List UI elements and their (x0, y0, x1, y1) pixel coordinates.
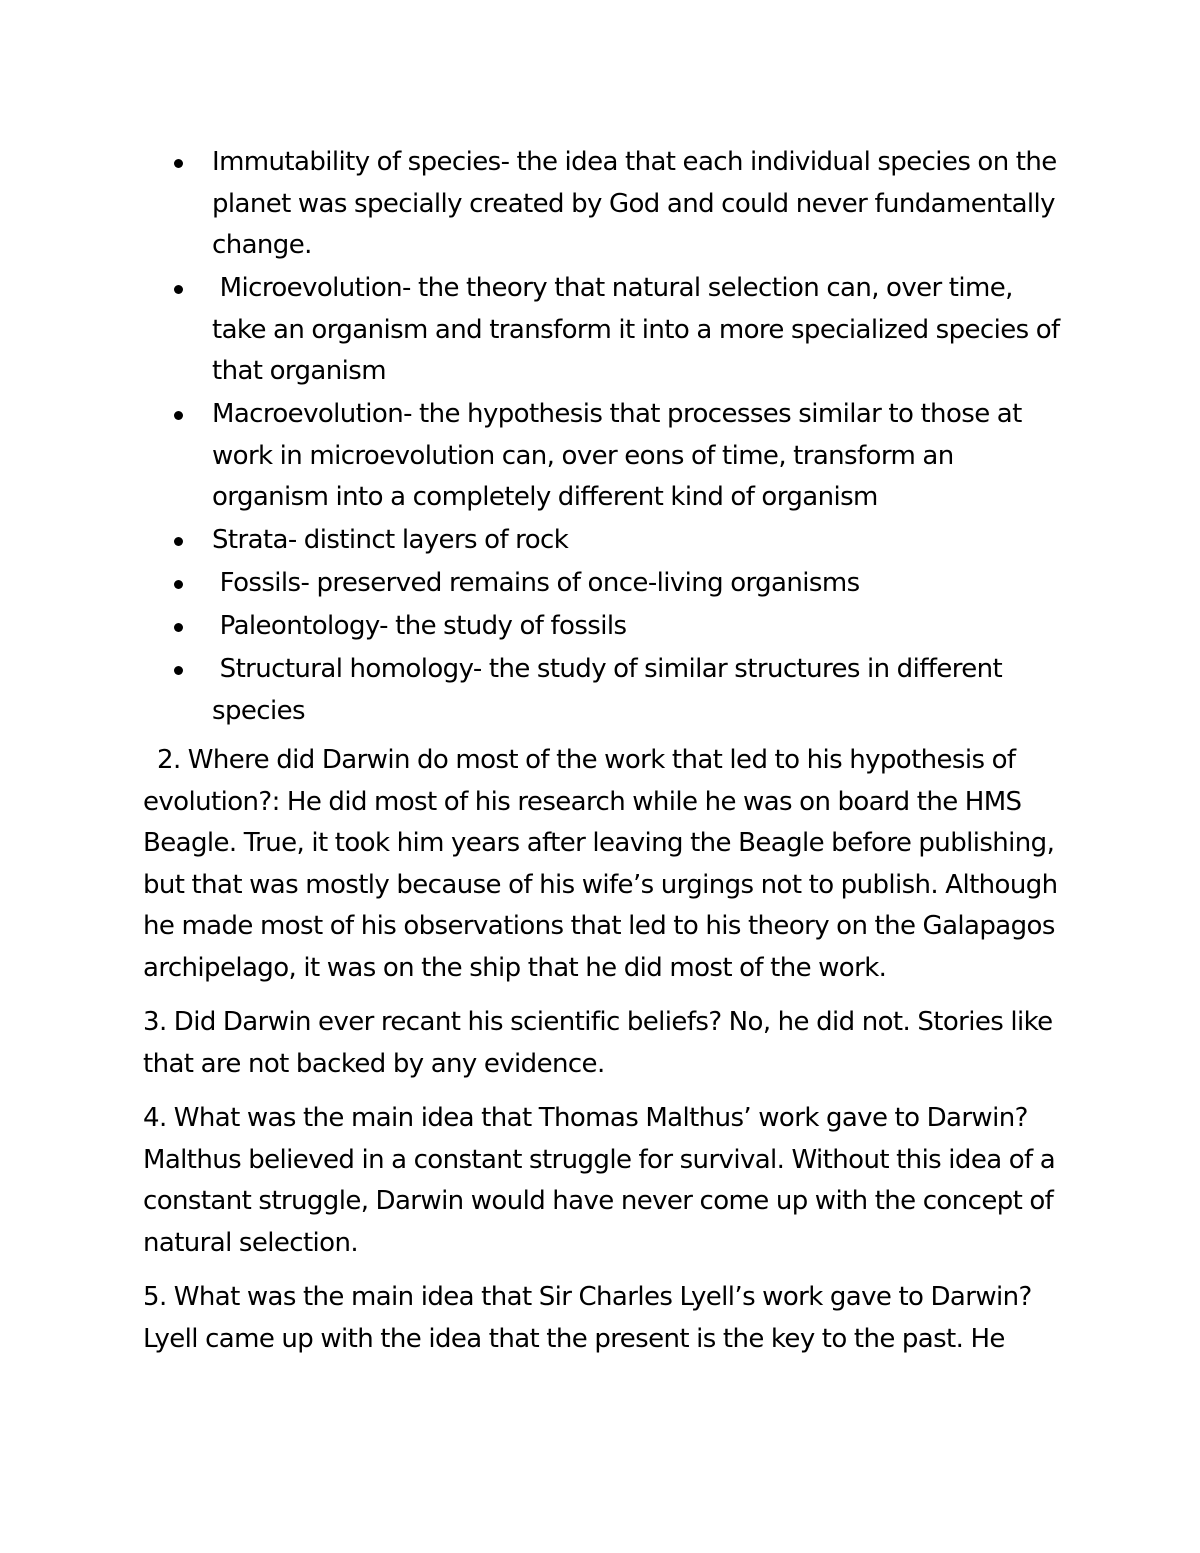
bullet-icon (174, 666, 183, 675)
question-4-paragraph: 4. What was the main idea that Thomas Malthus’ work gave to Darwin? Malthus believed in a constant struggle for survival. Without this idea of a constant struggle, Darwin would have never come up with the concept of natural selection. (143, 1103, 1056, 1258)
list-item (143, 563, 1063, 605)
bullet-icon (174, 285, 183, 294)
question-3-paragraph: 3. Did Darwin ever recant his scientific beliefs? No, he did not. Stories like that are not backed by any evidence. (143, 1007, 1053, 1079)
list-item (143, 268, 1067, 393)
question-5-paragraph: 5. What was the main idea that Sir Charles Lyell’s work gave to Darwin? Lyell came up with the idea that the present is the key to the past. He (143, 1282, 1032, 1354)
bullet-icon (174, 159, 183, 168)
list-item-text: Microevolution- the theory that natural selection can, over time, take an organism and transform it into a more specialized species of that organism (212, 273, 1067, 386)
list-item (143, 649, 1063, 732)
bullet-icon (174, 623, 183, 632)
bullet-icon (174, 411, 183, 420)
list-item-text: Macroevolution- the hypothesis that processes similar to those at work in microevolution can, over eons of time, transform an organism into a completely different kind of organism (212, 399, 1022, 512)
list-item (143, 606, 1063, 648)
list-item-text: Paleontology- the study of fossils (212, 611, 627, 641)
document-body (143, 142, 1067, 1360)
vocabulary-list (143, 142, 1067, 732)
bullet-icon (174, 537, 183, 546)
list-item-text: Immutability of species- the idea that each individual species on the planet was specially created by God and could never fundamentally change. (212, 147, 1057, 260)
bullet-icon (174, 580, 183, 589)
list-item-text: Structural homology- the study of similar structures in different species (212, 654, 1010, 726)
list-item-text: Fossils- preserved remains of once-living organisms (212, 568, 860, 598)
list-item (143, 520, 1063, 562)
list-item (143, 394, 1063, 519)
list-item (143, 142, 1063, 267)
list-item-text: Strata- distinct layers of rock (212, 525, 569, 555)
question-2-paragraph: 2. Where did Darwin do most of the work that led to his hypothesis of evolution?: He did most of his research while he was on board the HMS Beagle. True, it took him years after leaving the Beagle before publishing, but that was mostly because of his wife’s urgings not to publish. Although he made most of his observations that led to his theory on the Galapagos archipelago, it was on the ship that he did most of the work. (143, 745, 1058, 983)
